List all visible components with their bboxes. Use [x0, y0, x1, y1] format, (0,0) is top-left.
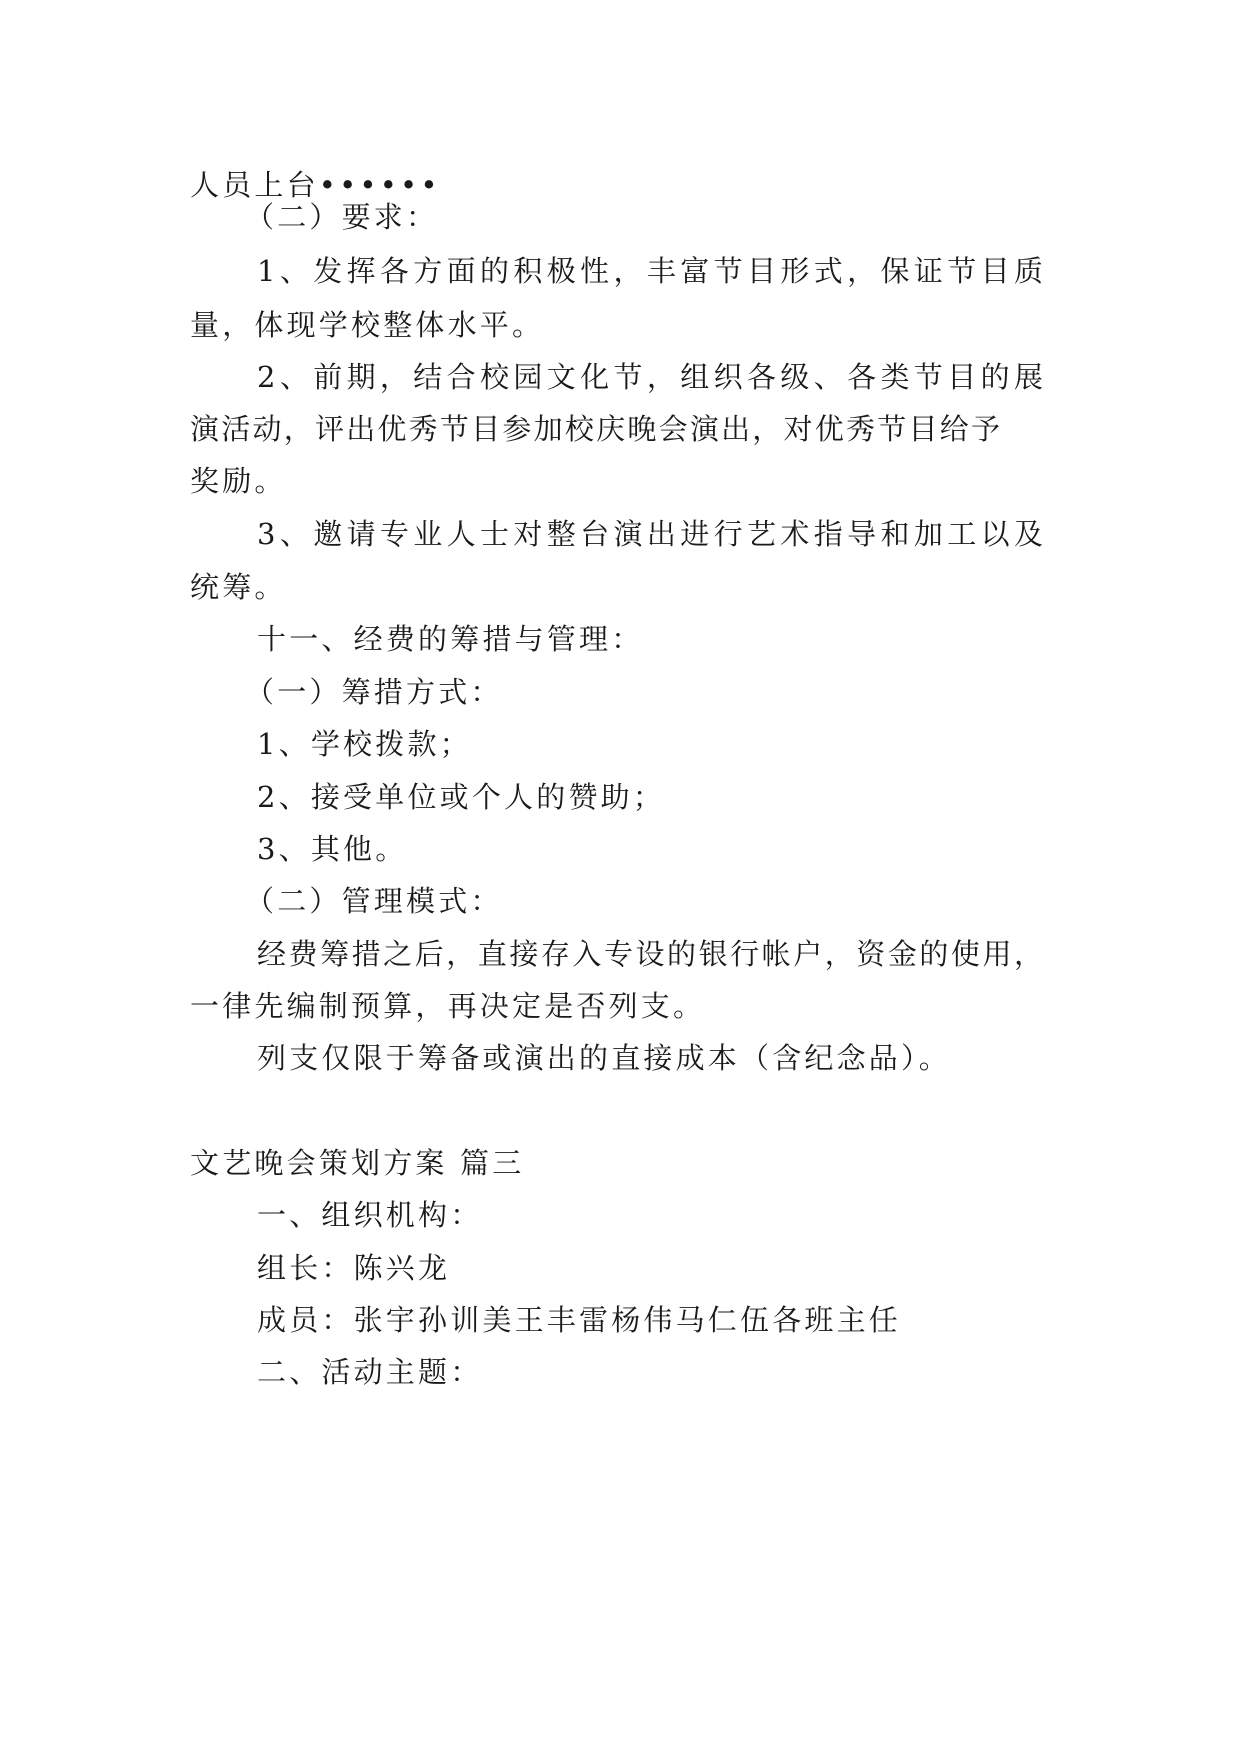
text-line-8: 3、邀请专业人士对整台演出进行艺术指导和加工以及	[257, 517, 1043, 551]
text-line-1: 人员上台••••••	[190, 168, 441, 202]
text-line-7: 奖励。	[190, 464, 287, 498]
text-line-3: 1、发挥各方面的积极性，丰富节目形式，保证节目质	[257, 254, 1043, 288]
text-line-10: 十一、经费的筹措与管理：	[257, 622, 644, 656]
text-line-2: （二）要求：	[245, 200, 439, 234]
section-heading: 文艺晚会策划方案 篇三	[190, 1146, 525, 1180]
text-line-11: （一）筹措方式：	[245, 675, 503, 709]
text-line-21: 组长：陈兴龙	[257, 1251, 451, 1285]
text-line-12: 1、学校拨款；	[257, 727, 472, 761]
text-line-15: （二）管理模式：	[245, 884, 503, 918]
text-line-20: 一、组织机构：	[257, 1198, 483, 1232]
text-line-13: 2、接受单位或个人的赞助；	[257, 780, 666, 814]
text-line-22: 成员：张宇孙训美王丰雷杨伟马仁伍各班主任	[257, 1303, 902, 1337]
text-line-5: 2、前期，结合校园文化节，组织各级、各类节目的展	[257, 360, 1043, 394]
text-line-18: 列支仅限于筹备或演出的直接成本（含纪念品）。	[257, 1041, 951, 1075]
text-line-17: 一律先编制预算，再决定是否列支。	[190, 989, 706, 1023]
text-line-9: 统筹。	[190, 570, 287, 604]
text-line-4: 量，体现学校整体水平。	[190, 308, 545, 342]
text-line-23: 二、活动主题：	[257, 1355, 483, 1389]
text-line-6: 演活动，评出优秀节目参加校庆晚会演出，对优秀节目给予	[190, 412, 1000, 446]
text-line-16: 经费筹措之后，直接存入专设的银行帐户，资金的使用，	[257, 937, 1043, 971]
text-line-14: 3、其他。	[257, 832, 408, 866]
